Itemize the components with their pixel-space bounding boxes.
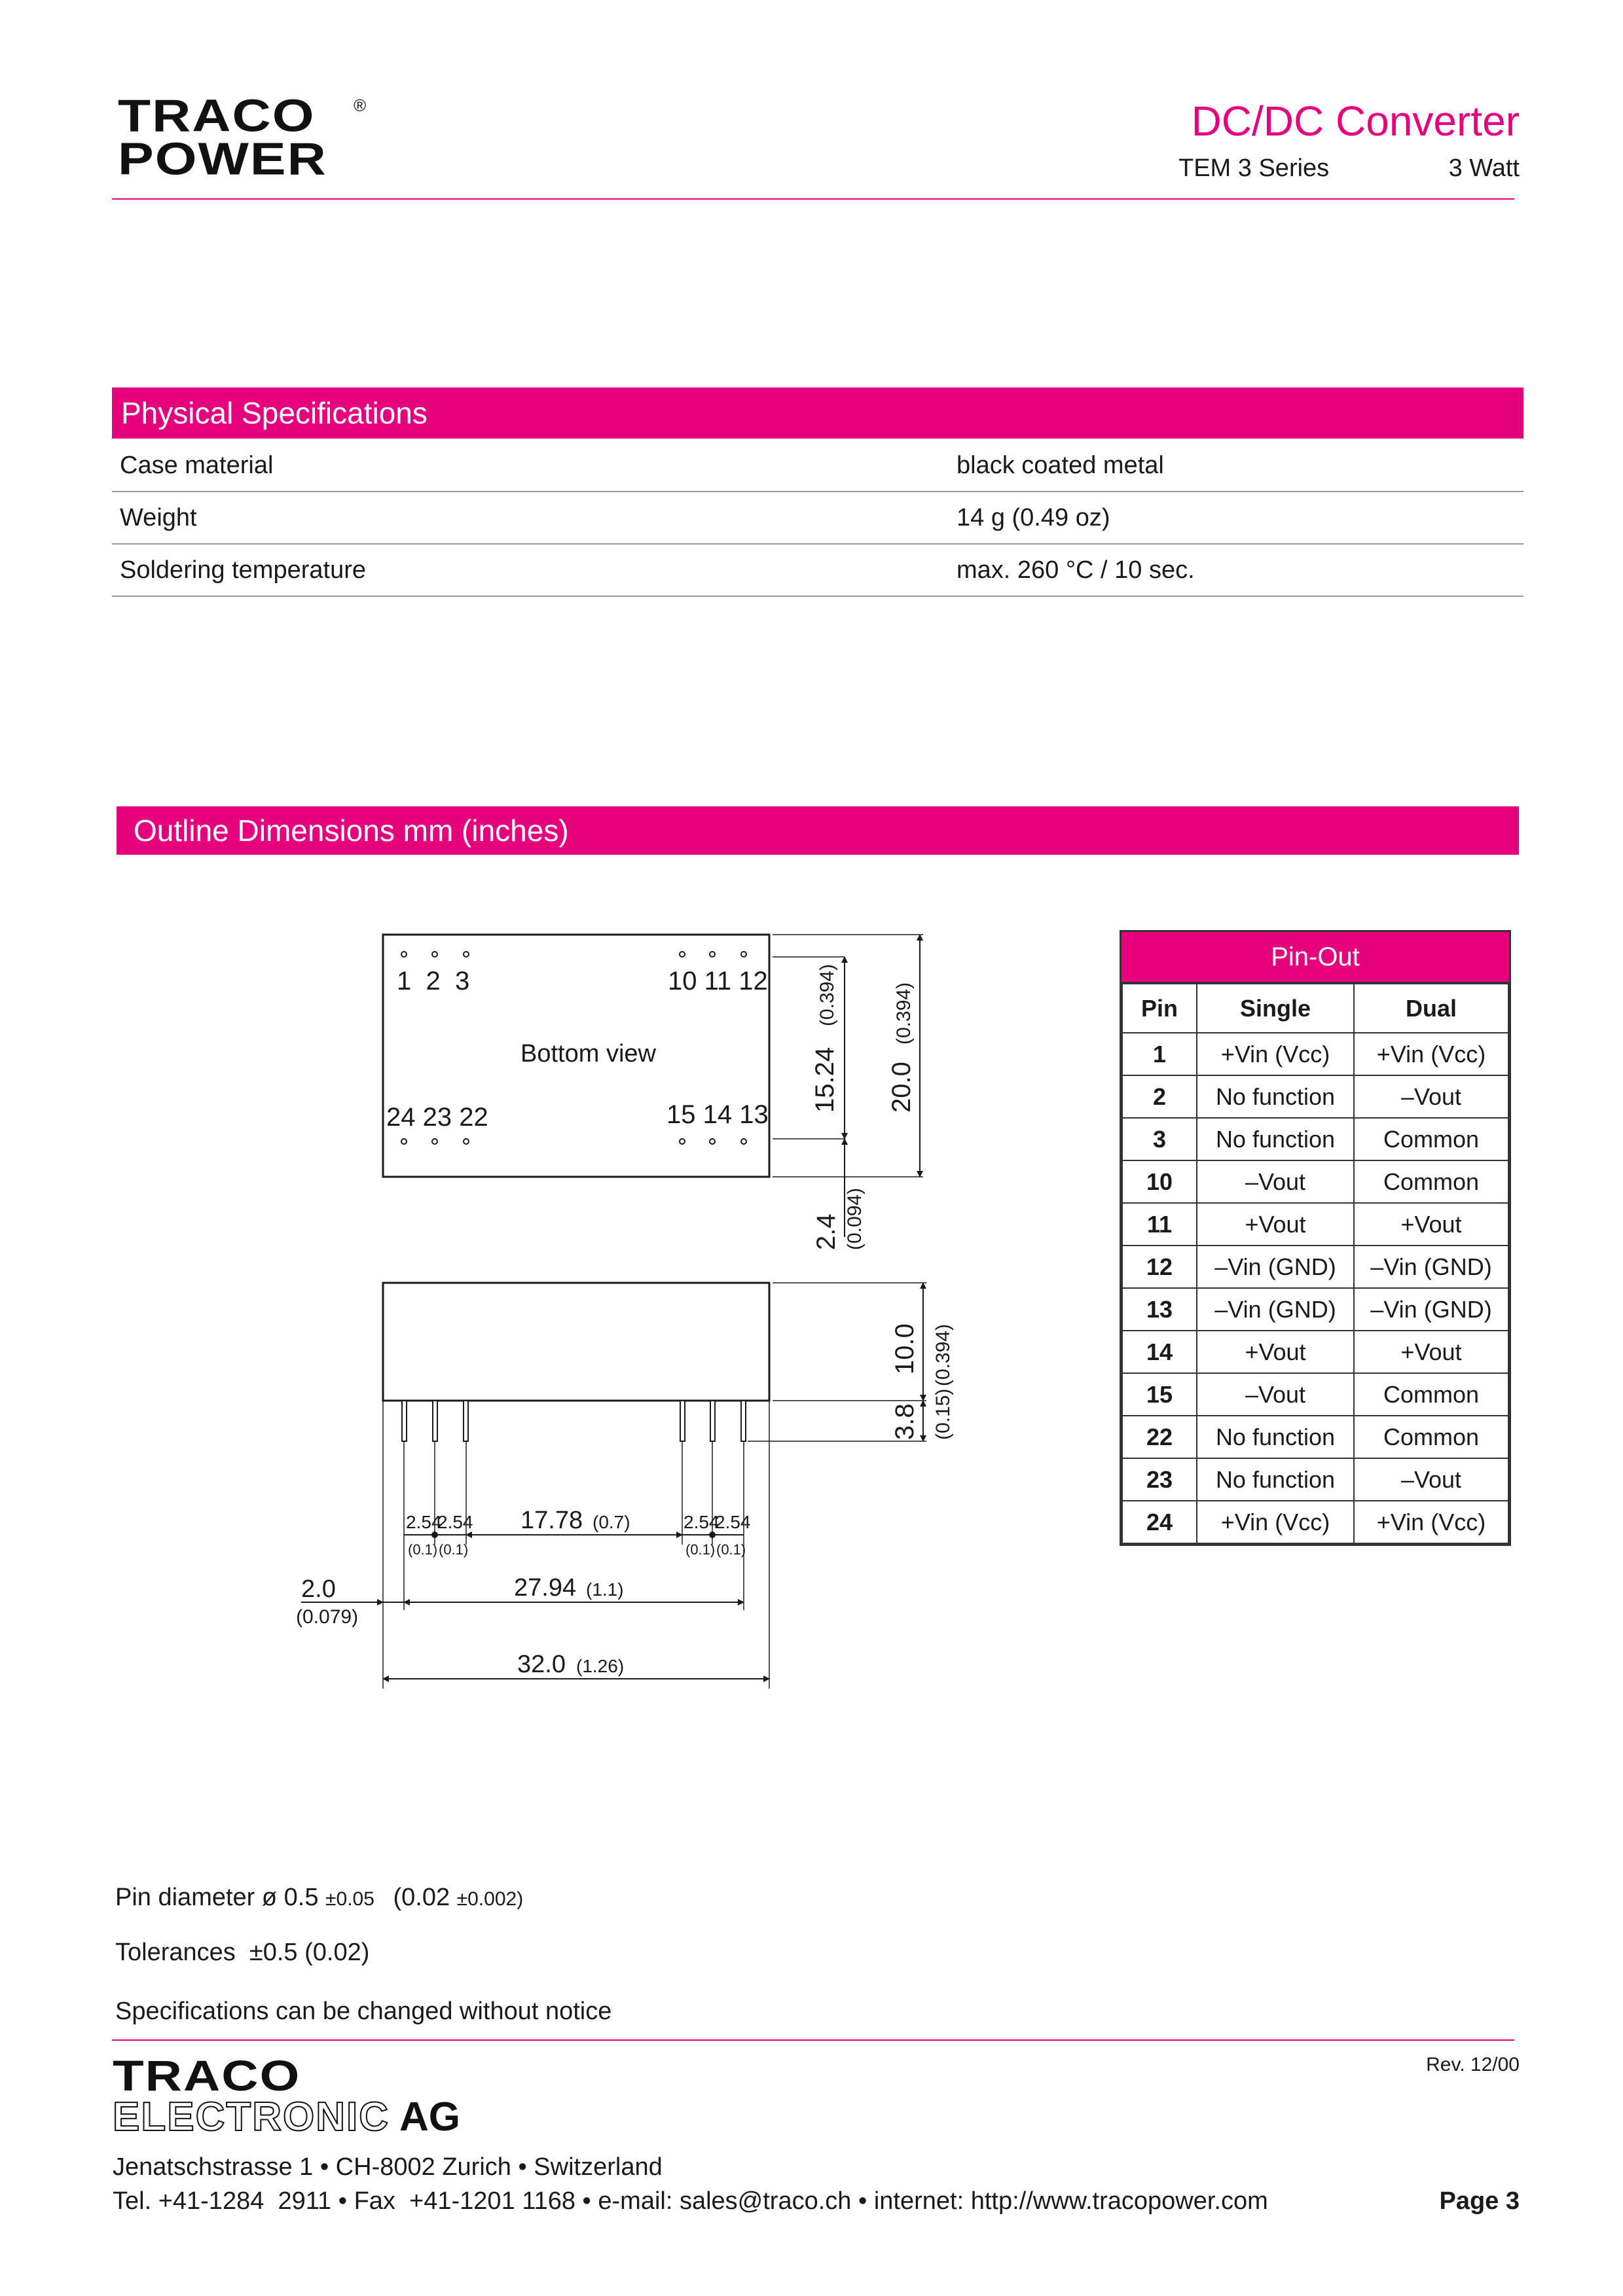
pin-dual: Common [1354,1160,1508,1203]
pin-leg [402,1401,407,1441]
pin-hole [401,1139,407,1144]
dim-17-78-in: (0.7) [593,1512,630,1532]
header-divider [112,198,1514,200]
header-dual: Dual [1354,984,1508,1033]
pin-number: 3 [1122,1118,1197,1160]
spec-label: Soldering temperature [120,556,366,584]
pin-numbers-top-right: 10 11 12 [668,967,768,996]
dim-10: 10.0 [890,1323,919,1374]
table-row [1122,1288,1508,1331]
logo-ag: AG [399,2094,460,2140]
pin-numbers-bottom-left: 24 23 22 [386,1103,488,1132]
bottom-view-label: Bottom view [520,1040,656,1067]
pin-single: +Vin (Vcc) [1197,1501,1354,1543]
spec-label: Case material [120,452,274,479]
pin-number: 15 [1122,1373,1197,1416]
dim-27-94-in: (1.1) [586,1579,624,1600]
pins-side [402,1401,746,1441]
outline-title: Outline Dimensions mm (inches) [134,814,569,848]
pitch-dot [709,1532,716,1538]
pitch-in-1: (0.1) [408,1541,438,1558]
pin-leg [464,1401,468,1441]
table-row [1122,1075,1508,1118]
physical-spec-title: Physical Specifications [121,396,428,430]
dim-2-4: 2.4 [812,1213,841,1250]
spec-value: max. 260 °C / 10 sec. [957,556,1195,584]
dim-17-78: 17.78 [520,1507,583,1534]
pin-dual: Common [1354,1416,1508,1458]
pitch-3: 2.54 [684,1512,720,1532]
pin-hole [680,1139,685,1144]
pinout-table-container [1120,930,1511,1546]
table-row [1122,1160,1508,1203]
physical-spec-heading [112,387,1523,439]
dim-15-24: 15.24 [811,1047,839,1113]
pin-single: No function [1197,1416,1354,1458]
dim-10-in: (0.394) [932,1323,954,1386]
pin-hole [432,952,437,957]
logo-power: POWER [118,134,327,185]
footer-logo-electronic [113,2094,460,2140]
pin-single: +Vin (Vcc) [1197,1033,1354,1075]
pin-hole [464,1139,469,1144]
pin-number: 23 [1122,1458,1197,1501]
pin-number: 11 [1122,1203,1197,1246]
table-row [1122,1501,1508,1543]
pin-diameter-text: Pin diameter ø 0.5 [115,1884,319,1911]
wattage-label: 3 Watt [1448,154,1520,182]
pin-dual: +Vout [1354,1203,1508,1246]
pin-dual: +Vin (Vcc) [1354,1033,1508,1075]
pin-number: 22 [1122,1416,1197,1458]
header-pin: Pin [1122,984,1197,1033]
table-row [1122,1203,1508,1246]
pitch-in-4: (0.1) [716,1541,746,1558]
pinout-title: Pin-Out [1122,932,1509,983]
pitch-4: 2.54 [715,1512,751,1532]
outline-drawing [275,916,995,1708]
pin-number: 14 [1122,1331,1197,1373]
side-view-outline [383,1283,769,1401]
pin-dual: Common [1354,1373,1508,1416]
pin-leg [741,1401,746,1441]
pin-single: –Vin (GND) [1197,1246,1354,1288]
table-row [1122,1416,1508,1458]
logo-electronic-outline: ELECTRONIC [113,2094,390,2140]
table-row [1122,1246,1508,1288]
pin-single: –Vin (GND) [1197,1288,1354,1331]
pin-hole [401,952,407,957]
footer-divider [112,2039,1514,2041]
spec-row [112,439,1523,492]
pin-hole [741,1139,746,1144]
pinout-table [1122,983,1509,1544]
pitch-1: 2.54 [406,1512,442,1532]
page-title: DC/DC Converter [1191,98,1520,145]
header-single: Single [1197,984,1354,1033]
pin-dual: +Vout [1354,1331,1508,1373]
pin-dual: –Vout [1354,1458,1508,1501]
table-row [1122,1373,1508,1416]
dim-2-0-in: (0.079) [296,1606,359,1628]
pitch-dot [431,1532,438,1538]
pin-dual: –Vin (GND) [1354,1246,1508,1288]
spec-value: black coated metal [957,452,1164,479]
dim-32-in: (1.26) [576,1656,625,1676]
pin-single: No function [1197,1075,1354,1118]
table-row [1122,1331,1508,1373]
pin-diameter-inch-tolerance: ±0.002) [456,1888,524,1910]
pin-single: +Vout [1197,1203,1354,1246]
pin-numbers-top-left: 1 2 3 [397,967,470,996]
pin-number: 13 [1122,1288,1197,1331]
footer-logo-traco: TRACO [113,2051,301,2100]
dim-3-8-in: (0.15) [932,1388,954,1440]
table-row [1122,1118,1508,1160]
revision-label: Rev. 12/00 [1426,2054,1520,2075]
pin-single: –Vout [1197,1373,1354,1416]
pin-diameter-inch: (0.02 [393,1884,450,1911]
spec-label: Weight [120,504,197,531]
change-notice: Specifications can be changed without notice [115,1998,612,2025]
pin-number: 24 [1122,1501,1197,1543]
table-row [1122,1033,1508,1075]
tolerances-note: Tolerances ±0.5 (0.02) [115,1939,370,1966]
pin-leg [433,1401,437,1441]
table-row [1122,1458,1508,1501]
pitch-in-3: (0.1) [685,1541,716,1558]
pin-numbers-bottom-right: 15 14 13 [666,1100,769,1129]
dim-3-8: 3.8 [890,1403,919,1440]
pin-number: 2 [1122,1075,1197,1118]
dim-2-0: 2.0 [301,1575,336,1603]
dim-20-in: (0.394) [893,982,915,1045]
pin-hole [464,952,469,957]
page-number: Page 3 [1439,2187,1520,2215]
spec-row [112,491,1523,545]
pin-single: –Vout [1197,1160,1354,1203]
pin-single: +Vout [1197,1331,1354,1373]
registered-mark: ® [354,96,367,115]
spec-value: 14 g (0.49 oz) [957,504,1110,531]
pin-number: 10 [1122,1160,1197,1203]
dim-27-94: 27.94 [514,1574,577,1602]
pin-leg [710,1401,715,1441]
dim-2-4-in: (0.094) [844,1187,866,1250]
pin-hole [710,952,715,957]
pin-number: 1 [1122,1033,1197,1075]
pin-number: 12 [1122,1246,1197,1288]
pin-hole [432,1139,437,1144]
logo-traco: TRACO [118,90,316,141]
pin-dual: –Vout [1354,1075,1508,1118]
spec-row [112,543,1523,597]
dim-20: 20.0 [887,1062,916,1113]
pin-hole [710,1139,715,1144]
pin-dual: –Vin (GND) [1354,1288,1508,1331]
pin-single: No function [1197,1458,1354,1501]
header-logo [118,90,327,186]
dim-32: 32.0 [517,1651,566,1678]
footer-contact: Tel. +41-1284 2911 • Fax +41-1201 1168 • e-mail: sales@traco.ch • internet: http://www.tracopower.com [113,2187,1268,2215]
pin-leg [680,1401,685,1441]
pinout-header-row [1122,984,1508,1033]
pin-diameter-tolerance: ±0.05 [325,1888,374,1910]
pin-dual: Common [1354,1118,1508,1160]
pin-single: No function [1197,1118,1354,1160]
pitch-in-2: (0.1) [439,1541,469,1558]
dim-15-24-in: (0.394) [816,963,838,1026]
pin-dual: +Vin (Vcc) [1354,1501,1508,1543]
pin-hole [680,952,685,957]
pin-diameter-note [115,1884,523,1912]
pin-hole [741,952,746,957]
footer-address: Jenatschstrasse 1 • CH-8002 Zurich • Switzerland [113,2153,663,2181]
series-label: TEM 3 Series [1178,154,1330,182]
outline-heading [117,806,1519,855]
pitch-2: 2.54 [437,1512,473,1532]
